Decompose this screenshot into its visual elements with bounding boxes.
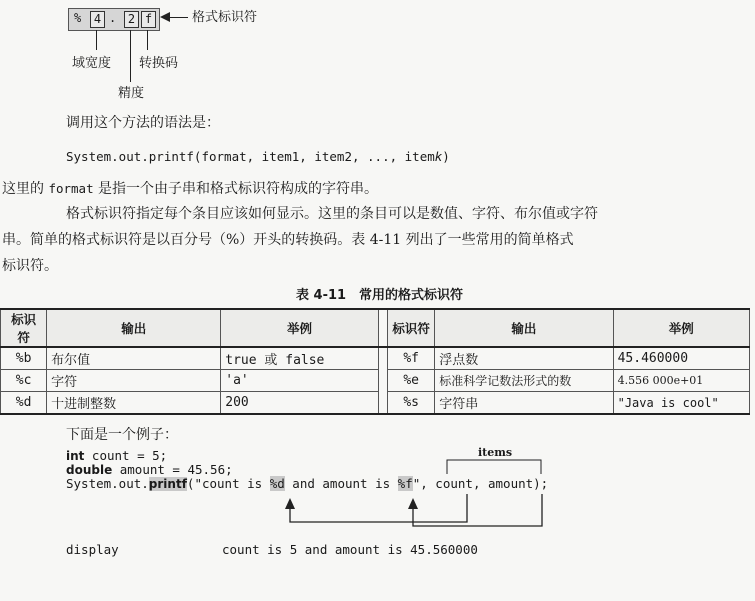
code-line-1: int count = 5; xyxy=(66,448,168,463)
header-specifier-2: 标识符 xyxy=(388,309,435,347)
highlight-f: %f xyxy=(397,476,413,491)
table-row xyxy=(1,370,750,392)
format-specifier-table xyxy=(0,308,750,415)
spec-percent: % xyxy=(74,11,82,25)
cell-gap xyxy=(378,392,387,415)
cell-output: 字符 xyxy=(47,370,221,392)
label-field-width: 域宽度 xyxy=(72,56,112,71)
cell-spec: %c xyxy=(1,370,47,392)
cell-gap xyxy=(378,370,387,392)
highlight-d: %d xyxy=(269,476,285,491)
header-example-1: 举例 xyxy=(221,309,378,347)
table-row xyxy=(1,392,750,415)
width-connector xyxy=(96,30,97,50)
code-line-2: double amount = 45.56; xyxy=(66,462,233,477)
format-explanation: 这里的 format 是指一个由子串和格式标识符构成的字符串。 xyxy=(2,181,379,197)
table-row xyxy=(1,347,750,370)
paragraph-line-3: 标识符。 xyxy=(2,258,58,274)
syntax-intro: 调用这个方法的语法是： xyxy=(66,115,220,131)
conversion-connector xyxy=(147,30,148,50)
header-output-2: 输出 xyxy=(435,309,613,347)
argument-mapping-arrows xyxy=(280,492,550,528)
cell-spec: %b xyxy=(1,347,47,370)
cell-output: 浮点数 xyxy=(435,347,613,370)
paragraph-line-2: 串。简单的格式标识符是以百分号（%）开头的转换码。表 4-11 列出了一些常用的简单格式 xyxy=(2,232,574,248)
label-precision: 精度 xyxy=(118,86,145,101)
paragraph-line-1: 格式标识符指定每个条目应该如何显示。这里的条目可以是数值、字符、布尔值或字符 xyxy=(66,206,598,222)
spec-precision-cell: 2 xyxy=(124,11,139,28)
header-specifier-1: 标识符 xyxy=(1,309,47,347)
cell-spec: %d xyxy=(1,392,47,415)
spec-conversion-cell: f xyxy=(141,11,156,28)
cell-output: 十进制整数 xyxy=(47,392,221,415)
label-format-specifier: 格式标识符 xyxy=(192,10,258,25)
specifier-arrow-head-icon xyxy=(160,12,172,24)
display-output: count is 5 and amount is 45.560000 xyxy=(222,542,478,557)
cell-spec: %f xyxy=(388,347,435,370)
items-label: items xyxy=(478,446,513,459)
header-output-1: 输出 xyxy=(47,309,221,347)
table-header-row xyxy=(1,309,750,347)
display-label: display xyxy=(66,542,119,557)
spec-width-cell: 4 xyxy=(90,11,105,28)
cell-example: 200 xyxy=(221,392,378,415)
cell-gap xyxy=(378,347,387,370)
specifier-arrow-line xyxy=(170,17,188,18)
label-conversion-code: 转换码 xyxy=(139,56,179,71)
precision-connector xyxy=(130,30,131,82)
header-example-2: 举例 xyxy=(613,309,749,347)
cell-output: 标准科学记数法形式的数 xyxy=(435,370,613,392)
cell-output: 布尔值 xyxy=(47,347,221,370)
items-bracket xyxy=(440,456,550,476)
cell-spec: %e xyxy=(388,370,435,392)
cell-example: true 或 false xyxy=(221,347,378,370)
example-intro: 下面是一个例子： xyxy=(66,427,178,443)
cell-output: 字符串 xyxy=(435,392,613,415)
header-gap xyxy=(378,309,387,347)
cell-example: 4.556 000e+01 xyxy=(613,370,749,392)
cell-example: 45.460000 xyxy=(613,347,749,370)
spec-dot: . xyxy=(109,11,117,25)
cell-example: "Java is cool" xyxy=(613,392,749,415)
syntax-line: System.out.printf(format, item1, item2, ..., itemk) xyxy=(66,149,450,164)
table-caption: 表 4-11 常用的格式标识符 xyxy=(296,288,464,303)
cell-spec: %s xyxy=(388,392,435,415)
cell-example: 'a' xyxy=(221,370,378,392)
code-line-3: System.out.printf("count is %d and amount is %f", count, amount); xyxy=(66,476,549,491)
